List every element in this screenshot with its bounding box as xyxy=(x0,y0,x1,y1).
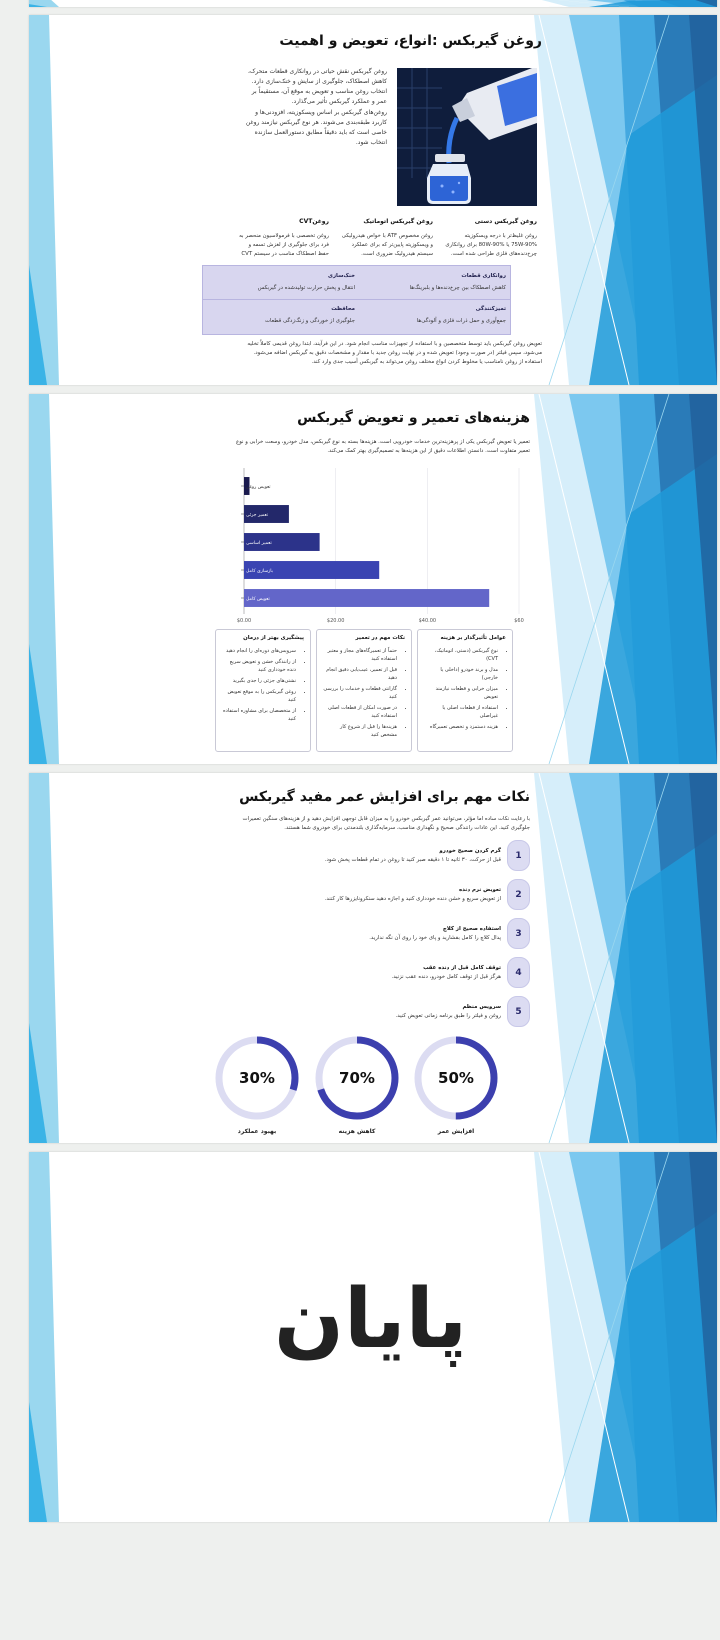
intro-paragraph: تعمیر یا تعویض گیربکس یکی از پرهزینه‌ترین خدمات خودرویی است. هزینه‌ها بسته به نوع گیربکس، مدل خودرو، وسعت خرابی و نوع تعمیر متفاوت است. دانستن اطلاعات دقیق از این هزینه‌ها به تصمیم‌گیری بهتر کمک می‌کند. xyxy=(235,439,530,454)
tip-text: قبل از حرکت، ۳۰ ثانیه تا ۱ دقیقه صبر کنید تا روغن در تمام قطعات پخش شود. xyxy=(324,856,501,863)
function-title: محافظت xyxy=(331,306,355,312)
intro-paragraph-2: روغن‌های گیربکس بر اساس ویسکوزیته، افزودنی‌ها و کاربرد طبقه‌بندی می‌شوند. هر نوع گیربکس نیازمند روغن خاصی است که باید دقیقاً مطابق دستورالعمل سازنده انتخاب شود. xyxy=(245,109,387,146)
tip-item xyxy=(392,957,530,988)
tip-title: گرم کردن صحیح خودرو xyxy=(439,847,501,854)
ring-value-label: 70% xyxy=(339,1069,375,1087)
y-tick-label: تعویض روغن xyxy=(246,484,271,490)
box-item: • از رانندگی خشن و تعویض سریع دنده خودداری کنید xyxy=(222,658,296,674)
box-item: • نوع گیربکس (دستی، اتوماتیک، CVT) xyxy=(424,647,498,663)
ring-value-label: 50% xyxy=(438,1069,474,1087)
tip-title: سرویس منظم xyxy=(462,1003,501,1010)
box-item: • میزان خرابی و قطعات نیازمند تعویض xyxy=(424,685,498,701)
tip-text: از تعویض سریع و خشن دنده خودداری کنید و اجازه دهید سنکرونایزرها کار کنند. xyxy=(324,895,501,902)
function-text: انتقال و پخش حرارت تولیدشده در گیربکس xyxy=(257,285,355,291)
box-item: • از متخصصان برای مشاوره استفاده کنید xyxy=(222,707,296,723)
percentage-ring xyxy=(214,1035,300,1121)
intro-paragraph-1: روغن گیربکس نقش حیاتی در روانکاری قطعات متحرک، کاهش اصطکاک، جلوگیری از سایش و خنک‌سازی دارد. انتخاب روغن مناسب و تعویض به موقع آن، مستقیماً بر عمر و عملکرد گیربکس تأثیر می‌گذارد. xyxy=(248,68,387,105)
function-text: جمع‌آوری و حمل ذرات فلزی و آلودگی‌ها xyxy=(416,318,506,324)
x-tick-label: $20.00 xyxy=(326,618,345,624)
oil-pouring-illustration xyxy=(397,68,537,206)
function-title: خنک‌سازی xyxy=(328,273,355,279)
cost-bar-chart xyxy=(234,464,524,639)
function-text: کاهش اصطکاک بین چرخ‌دنده‌ها و بلبرینگ‌ها xyxy=(409,285,506,291)
box-item: • حتماً از تعمیرگاه‌های مجاز و معتبر استفاده کنید xyxy=(323,647,397,663)
percentage-ring xyxy=(413,1035,499,1121)
y-tick-label: تعویض کامل xyxy=(246,596,270,602)
ring-caption: افزایش عمر xyxy=(437,1128,475,1135)
function-title: تمیزکنندگی xyxy=(475,306,506,312)
box-item: • هزینه‌ها را قبل از شروع کار مشخص کنید xyxy=(323,723,397,739)
ring-caption: کاهش هزینه xyxy=(338,1128,376,1135)
footer-paragraph: تعویض روغن گیربکس باید توسط متخصصین و با استفاده از تجهیزات مناسب انجام شود. در این فرآیند، ابتدا روغن قدیمی کاملاً تخلیه می‌شود، سپس فیلتر (در صورت وجود) تعویض شده و در نهایت روغن جدید با مقدار و مشخصات دقیق به گیربکس اضافه می‌شود. استفاده از روغن نامناسب یا مخلوط کردن انواع مختلف روغن می‌تواند به گیربکس آسیب جدی وارد کند. xyxy=(247,341,542,365)
ring-value-label: 30% xyxy=(239,1069,275,1087)
y-tick-label: بازسازی کامل xyxy=(246,568,273,574)
x-tick-label: $60 xyxy=(514,618,524,624)
tip-title: تعویض نرم دنده xyxy=(459,886,501,893)
slide-gearbox-oil xyxy=(29,15,717,385)
function-cell xyxy=(356,272,506,293)
y-tick-label: تعمیر اساسی xyxy=(246,540,272,546)
oil-type-card xyxy=(445,217,537,259)
percentage-ring xyxy=(314,1035,400,1121)
tip-number-badge: 1 xyxy=(507,840,530,871)
tip-number-badge: 4 xyxy=(507,957,530,988)
tip-item xyxy=(325,879,530,910)
box-item: • سرویس‌های دوره‌ای را انجام دهید xyxy=(222,647,296,655)
function-text: جلوگیری از خوردگی و زنگ‌زدگی قطعات xyxy=(264,318,355,324)
slide-repair-costs xyxy=(29,394,717,764)
function-title: روانکاری قطعات xyxy=(461,273,506,279)
slide-title: نکات مهم برای افزایش عمر مفید گیربکس xyxy=(239,789,530,805)
slide-title: هزینه‌های تعمیر و تعویض گیربکس xyxy=(297,410,530,426)
box-item: • در صورت امکان از قطعات اصلی استفاده کنید xyxy=(323,704,397,720)
box-item: • مدل و برند خودرو (داخلی یا خارجی) xyxy=(424,666,498,682)
tip-number-badge: 2 xyxy=(507,879,530,910)
functions-table xyxy=(202,265,511,335)
box-title: پیشگیری بهتر از درمان xyxy=(243,635,304,641)
intro-paragraph: با رعایت نکات ساده اما مؤثر، می‌توانید عمر گیربکس خودرو را به میزان قابل توجهی افزایش دهید و از هزینه‌های سنگین تعمیرات جلوگیری کنید. این عادات رانندگی صحیح و نگهداری مناسب، سرمایه‌گذاری بلندمدتی برای خودروی شما هستند. xyxy=(242,816,530,831)
x-tick-label: $40.00 xyxy=(418,618,437,624)
oil-type-text: روغن مخصوص ATF با خواص هیدرولیکی و ویسکوزیته پایین‌تر که برای عملکرد سیستم هیدرولیک ضروری است. xyxy=(341,233,433,257)
tip-number-badge: 5 xyxy=(507,996,530,1027)
ring-caption: بهبود عملکرد xyxy=(237,1128,277,1135)
oil-type-title: روغنCVT xyxy=(299,218,329,225)
bar xyxy=(244,589,489,607)
oil-types-row xyxy=(237,217,537,259)
box-item: • نشتی‌های جزئی را جدی بگیرید xyxy=(222,677,296,685)
tip-item xyxy=(369,918,530,949)
box-item: • استفاده از قطعات اصلی یا غیراصلی xyxy=(424,704,498,720)
oil-type-card xyxy=(237,217,329,259)
tip-item xyxy=(325,840,530,871)
tip-item xyxy=(396,996,530,1027)
tip-number-badge: 3 xyxy=(507,918,530,949)
oil-type-text: روغن تخصصی با فرمولاسیون منحصر به فرد برای جلوگیری از لغزش تسمه و حفظ اصطکاک مناسب در سیستم CVT xyxy=(239,233,329,257)
info-box-factors xyxy=(417,629,513,752)
x-tick-label: $0.00 xyxy=(236,618,252,624)
tip-text: روغن و فیلتر را طبق برنامه زمانی تعویض کنید. xyxy=(395,1012,501,1019)
info-box-repair-tips xyxy=(316,629,412,752)
info-box-prevention xyxy=(215,629,311,752)
tip-text: هرگز قبل از توقف کامل خودرو، دنده عقب نزنید. xyxy=(391,973,501,980)
tip-text: پدال کلاچ را کامل بفشارید و پای خود را روی آن نگه ندارید. xyxy=(369,934,501,941)
oil-type-card xyxy=(341,217,433,259)
slide-background-decoration xyxy=(29,0,717,7)
oil-type-title: روغن گیربکس اتوماتیک xyxy=(363,218,433,225)
box-item: • قبل از تعمیر، عیب‌یابی دقیق انجام دهید xyxy=(323,666,397,682)
box-item: • گارانتی قطعات و خدمات را بررسی کنید xyxy=(323,685,397,701)
function-cell xyxy=(205,305,355,326)
y-tick-label: تعمیر جزئی xyxy=(246,512,269,518)
slide-gearbox-life-tips xyxy=(29,773,717,1143)
tip-title: استفاده صحیح از کلاچ xyxy=(442,925,501,932)
slide-title: روغن گیربکس :انواع، تعویض و اهمیت xyxy=(279,33,542,49)
box-item: • روغن گیربکس را به موقع تعویض کنید xyxy=(222,688,296,704)
slide-partial-top xyxy=(29,0,717,7)
tip-title: توقف کامل قبل از دنده عقب xyxy=(423,964,501,971)
function-cell xyxy=(356,305,506,326)
slide-end xyxy=(29,1152,717,1522)
box-title: نکات مهم در تعمیر xyxy=(355,635,405,641)
end-title: پایان xyxy=(274,1272,468,1367)
oil-type-text: روغن غلیظ‌تر با درجه ویسکوزیته %75W-90 یا %80W-90 برای روانکاری چرخ‌دنده‌های فلزی طراحی شده است. xyxy=(445,233,537,257)
box-title: عوامل تأثیرگذار بر هزینه xyxy=(440,635,506,641)
oil-type-title: روغن گیربکس دستی xyxy=(474,218,537,225)
function-cell xyxy=(205,272,355,293)
box-item: • هزینه دستمزد و تخصص تعمیرگاه xyxy=(424,723,498,731)
